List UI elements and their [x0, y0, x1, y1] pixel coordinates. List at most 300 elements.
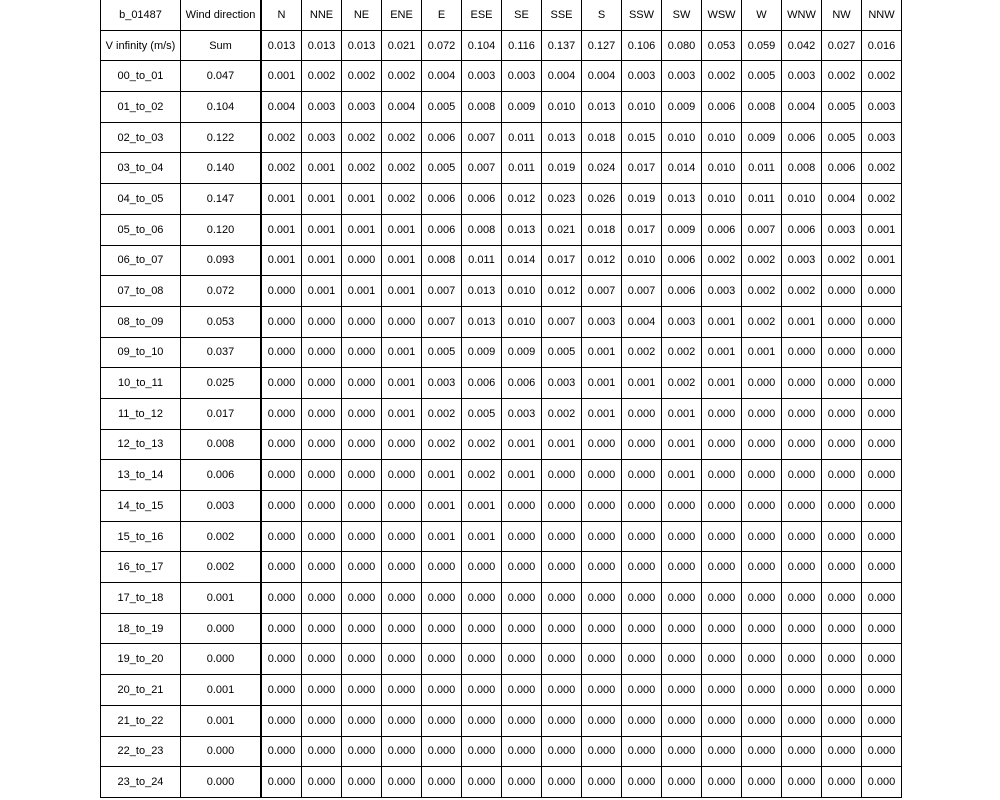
- frequency-cell: 0.006: [782, 214, 822, 245]
- frequency-cell: 0.000: [261, 276, 302, 307]
- frequency-cell: 0.000: [502, 583, 542, 614]
- frequency-cell: 0.000: [302, 368, 342, 399]
- frequency-cell: 0.000: [622, 705, 662, 736]
- frequency-cell: 0.000: [422, 583, 462, 614]
- frequency-cell: 0.000: [622, 491, 662, 522]
- frequency-cell: 0.000: [382, 736, 422, 767]
- frequency-cell: 0.006: [702, 214, 742, 245]
- frequency-cell: 0.000: [702, 613, 742, 644]
- frequency-cell: 0.000: [302, 306, 342, 337]
- table-row: [101, 675, 902, 706]
- frequency-cell: 0.000: [582, 767, 622, 798]
- bin-sum-cell: 0.008: [181, 429, 262, 460]
- frequency-cell: 0.000: [502, 521, 542, 552]
- speed-bin-cell: 17_to_18: [101, 583, 181, 614]
- frequency-cell: 0.004: [422, 61, 462, 92]
- direction-header-w: W: [742, 0, 782, 30]
- frequency-cell: 0.003: [502, 61, 542, 92]
- frequency-cell: 0.000: [542, 460, 582, 491]
- frequency-cell: 0.000: [622, 675, 662, 706]
- frequency-cell: 0.003: [782, 245, 822, 276]
- frequency-cell: 0.002: [342, 122, 382, 153]
- frequency-cell: 0.000: [582, 429, 622, 460]
- direction-sum-cell: 0.080: [662, 30, 702, 61]
- frequency-cell: 0.002: [261, 122, 302, 153]
- frequency-cell: 0.008: [462, 92, 502, 123]
- frequency-cell: 0.000: [462, 644, 502, 675]
- frequency-cell: 0.003: [862, 92, 902, 123]
- speed-bin-cell: 04_to_05: [101, 184, 181, 215]
- frequency-cell: 0.003: [582, 306, 622, 337]
- frequency-cell: 0.002: [342, 61, 382, 92]
- frequency-cell: 0.000: [502, 491, 542, 522]
- frequency-cell: 0.000: [261, 675, 302, 706]
- frequency-cell: 0.005: [462, 398, 502, 429]
- frequency-cell: 0.002: [382, 61, 422, 92]
- frequency-cell: 0.004: [622, 306, 662, 337]
- frequency-cell: 0.000: [702, 583, 742, 614]
- frequency-cell: 0.002: [382, 153, 422, 184]
- frequency-cell: 0.000: [542, 767, 582, 798]
- frequency-cell: 0.000: [342, 583, 382, 614]
- frequency-cell: 0.000: [662, 583, 702, 614]
- speed-bin-cell: 22_to_23: [101, 736, 181, 767]
- frequency-cell: 0.001: [782, 306, 822, 337]
- bin-sum-cell: 0.003: [181, 491, 262, 522]
- frequency-cell: 0.009: [742, 122, 782, 153]
- frequency-cell: 0.000: [822, 552, 862, 583]
- bin-sum-cell: 0.017: [181, 398, 262, 429]
- frequency-cell: 0.001: [422, 521, 462, 552]
- frequency-cell: 0.000: [782, 368, 822, 399]
- frequency-cell: 0.011: [742, 184, 782, 215]
- frequency-cell: 0.000: [822, 398, 862, 429]
- frequency-cell: 0.003: [342, 92, 382, 123]
- frequency-cell: 0.005: [542, 337, 582, 368]
- direction-header-wnw: WNW: [782, 0, 822, 30]
- frequency-cell: 0.008: [422, 245, 462, 276]
- frequency-cell: 0.002: [862, 153, 902, 184]
- frequency-cell: 0.001: [342, 276, 382, 307]
- frequency-cell: 0.000: [702, 552, 742, 583]
- frequency-cell: 0.000: [342, 644, 382, 675]
- bin-sum-cell: 0.000: [181, 736, 262, 767]
- frequency-cell: 0.000: [342, 368, 382, 399]
- speed-label: V infinity (m/s): [101, 30, 181, 61]
- frequency-cell: 0.007: [542, 306, 582, 337]
- frequency-cell: 0.001: [342, 184, 382, 215]
- frequency-cell: 0.000: [862, 276, 902, 307]
- speed-bin-cell: 15_to_16: [101, 521, 181, 552]
- frequency-cell: 0.000: [822, 368, 862, 399]
- frequency-cell: 0.000: [582, 675, 622, 706]
- direction-sum-cell: 0.042: [782, 30, 822, 61]
- frequency-cell: 0.001: [702, 306, 742, 337]
- bin-sum-cell: 0.093: [181, 245, 262, 276]
- frequency-cell: 0.009: [502, 92, 542, 123]
- frequency-cell: 0.023: [542, 184, 582, 215]
- frequency-cell: 0.000: [742, 613, 782, 644]
- frequency-cell: 0.001: [422, 491, 462, 522]
- frequency-cell: 0.001: [382, 214, 422, 245]
- frequency-cell: 0.000: [662, 736, 702, 767]
- frequency-cell: 0.007: [462, 122, 502, 153]
- frequency-cell: 0.000: [662, 675, 702, 706]
- frequency-cell: 0.000: [702, 429, 742, 460]
- table-row: [101, 122, 902, 153]
- direction-sum-cell: 0.013: [261, 30, 302, 61]
- frequency-cell: 0.000: [822, 767, 862, 798]
- frequency-cell: 0.002: [822, 61, 862, 92]
- frequency-cell: 0.000: [422, 736, 462, 767]
- table-row: [101, 613, 902, 644]
- direction-header-nnw: NNW: [862, 0, 902, 30]
- frequency-cell: 0.000: [742, 767, 782, 798]
- frequency-cell: 0.000: [302, 429, 342, 460]
- bin-sum-cell: 0.047: [181, 61, 262, 92]
- frequency-cell: 0.000: [822, 613, 862, 644]
- bin-sum-cell: 0.120: [181, 214, 262, 245]
- frequency-cell: 0.000: [702, 675, 742, 706]
- frequency-cell: 0.005: [422, 92, 462, 123]
- table-row: [101, 245, 902, 276]
- frequency-cell: 0.001: [462, 491, 502, 522]
- table-row: [101, 644, 902, 675]
- frequency-cell: 0.000: [302, 705, 342, 736]
- frequency-cell: 0.000: [742, 460, 782, 491]
- frequency-cell: 0.000: [342, 736, 382, 767]
- frequency-cell: 0.000: [302, 491, 342, 522]
- frequency-cell: 0.005: [822, 92, 862, 123]
- speed-bin-cell: 16_to_17: [101, 552, 181, 583]
- speed-bin-cell: 06_to_07: [101, 245, 181, 276]
- direction-header-row: [101, 0, 902, 30]
- frequency-cell: 0.013: [542, 122, 582, 153]
- frequency-cell: 0.000: [502, 736, 542, 767]
- direction-header-nne: NNE: [302, 0, 342, 30]
- direction-header-ene: ENE: [382, 0, 422, 30]
- frequency-cell: 0.002: [422, 398, 462, 429]
- direction-header-ne: NE: [342, 0, 382, 30]
- frequency-cell: 0.000: [862, 460, 902, 491]
- frequency-cell: 0.000: [502, 675, 542, 706]
- frequency-cell: 0.000: [302, 398, 342, 429]
- frequency-cell: 0.000: [622, 429, 662, 460]
- frequency-cell: 0.000: [782, 491, 822, 522]
- frequency-cell: 0.000: [862, 767, 902, 798]
- frequency-cell: 0.000: [662, 644, 702, 675]
- frequency-cell: 0.001: [261, 61, 302, 92]
- frequency-cell: 0.007: [582, 276, 622, 307]
- frequency-cell: 0.000: [862, 613, 902, 644]
- frequency-cell: 0.002: [382, 184, 422, 215]
- frequency-cell: 0.001: [261, 184, 302, 215]
- frequency-cell: 0.013: [502, 214, 542, 245]
- speed-bin-cell: 07_to_08: [101, 276, 181, 307]
- bin-sum-cell: 0.147: [181, 184, 262, 215]
- frequency-cell: 0.010: [782, 184, 822, 215]
- frequency-cell: 0.018: [582, 122, 622, 153]
- frequency-cell: 0.000: [862, 521, 902, 552]
- bin-sum-cell: 0.025: [181, 368, 262, 399]
- frequency-cell: 0.000: [342, 429, 382, 460]
- frequency-cell: 0.000: [542, 491, 582, 522]
- frequency-cell: 0.000: [742, 736, 782, 767]
- frequency-cell: 0.000: [782, 398, 822, 429]
- speed-bin-cell: 14_to_15: [101, 491, 181, 522]
- table-body: [101, 0, 902, 797]
- frequency-cell: 0.000: [862, 583, 902, 614]
- frequency-cell: 0.000: [462, 705, 502, 736]
- frequency-cell: 0.000: [261, 491, 302, 522]
- frequency-cell: 0.000: [342, 552, 382, 583]
- table-row: [101, 767, 902, 798]
- frequency-cell: 0.001: [302, 153, 342, 184]
- frequency-cell: 0.000: [822, 644, 862, 675]
- direction-header-wsw: WSW: [702, 0, 742, 30]
- frequency-cell: 0.000: [261, 521, 302, 552]
- frequency-cell: 0.001: [702, 368, 742, 399]
- bin-sum-cell: 0.002: [181, 521, 262, 552]
- frequency-cell: 0.000: [261, 368, 302, 399]
- table-row: [101, 368, 902, 399]
- frequency-cell: 0.000: [302, 460, 342, 491]
- frequency-cell: 0.000: [582, 644, 622, 675]
- frequency-cell: 0.000: [382, 429, 422, 460]
- frequency-cell: 0.000: [582, 736, 622, 767]
- frequency-cell: 0.000: [862, 705, 902, 736]
- direction-sum-cell: 0.021: [382, 30, 422, 61]
- frequency-cell: 0.000: [822, 337, 862, 368]
- frequency-cell: 0.000: [422, 675, 462, 706]
- frequency-cell: 0.000: [542, 613, 582, 644]
- frequency-cell: 0.002: [742, 306, 782, 337]
- frequency-cell: 0.006: [462, 368, 502, 399]
- frequency-cell: 0.009: [662, 92, 702, 123]
- frequency-cell: 0.003: [302, 92, 342, 123]
- frequency-cell: 0.000: [862, 644, 902, 675]
- frequency-cell: 0.000: [342, 398, 382, 429]
- frequency-cell: 0.000: [742, 491, 782, 522]
- frequency-cell: 0.000: [862, 368, 902, 399]
- frequency-cell: 0.000: [622, 613, 662, 644]
- frequency-cell: 0.000: [822, 306, 862, 337]
- frequency-cell: 0.000: [822, 583, 862, 614]
- frequency-cell: 0.000: [502, 767, 542, 798]
- frequency-cell: 0.011: [502, 122, 542, 153]
- frequency-cell: 0.001: [582, 398, 622, 429]
- frequency-cell: 0.000: [462, 583, 502, 614]
- frequency-cell: 0.002: [622, 337, 662, 368]
- wind-frequency-table: [100, 0, 902, 798]
- direction-header-e: E: [422, 0, 462, 30]
- table-row: [101, 491, 902, 522]
- frequency-cell: 0.000: [382, 583, 422, 614]
- frequency-cell: 0.000: [342, 675, 382, 706]
- frequency-cell: 0.000: [542, 705, 582, 736]
- frequency-cell: 0.000: [542, 583, 582, 614]
- frequency-cell: 0.004: [582, 61, 622, 92]
- frequency-cell: 0.000: [662, 767, 702, 798]
- frequency-cell: 0.000: [862, 736, 902, 767]
- table-row: [101, 61, 902, 92]
- frequency-cell: 0.002: [542, 398, 582, 429]
- frequency-cell: 0.009: [662, 214, 702, 245]
- frequency-cell: 0.000: [302, 613, 342, 644]
- frequency-cell: 0.003: [542, 368, 582, 399]
- speed-bin-cell: 13_to_14: [101, 460, 181, 491]
- frequency-cell: 0.000: [582, 613, 622, 644]
- direction-header-sse: SSE: [542, 0, 582, 30]
- frequency-cell: 0.008: [462, 214, 502, 245]
- frequency-cell: 0.006: [662, 245, 702, 276]
- frequency-cell: 0.001: [622, 368, 662, 399]
- frequency-cell: 0.017: [542, 245, 582, 276]
- frequency-cell: 0.017: [622, 153, 662, 184]
- frequency-cell: 0.002: [702, 61, 742, 92]
- frequency-cell: 0.000: [782, 613, 822, 644]
- frequency-cell: 0.002: [742, 245, 782, 276]
- frequency-cell: 0.001: [302, 214, 342, 245]
- frequency-cell: 0.000: [422, 613, 462, 644]
- frequency-cell: 0.000: [261, 644, 302, 675]
- frequency-cell: 0.000: [822, 705, 862, 736]
- frequency-cell: 0.000: [462, 613, 502, 644]
- frequency-cell: 0.010: [662, 122, 702, 153]
- frequency-cell: 0.000: [342, 306, 382, 337]
- frequency-cell: 0.000: [822, 736, 862, 767]
- frequency-cell: 0.000: [702, 491, 742, 522]
- speed-bin-cell: 00_to_01: [101, 61, 181, 92]
- frequency-cell: 0.000: [261, 767, 302, 798]
- frequency-cell: 0.006: [662, 276, 702, 307]
- frequency-cell: 0.010: [702, 122, 742, 153]
- frequency-cell: 0.000: [622, 583, 662, 614]
- frequency-cell: 0.003: [662, 61, 702, 92]
- frequency-cell: 0.000: [422, 705, 462, 736]
- speed-bin-cell: 09_to_10: [101, 337, 181, 368]
- frequency-cell: 0.000: [862, 398, 902, 429]
- table-row: [101, 429, 902, 460]
- frequency-cell: 0.001: [302, 276, 342, 307]
- direction-sum-cell: 0.072: [422, 30, 462, 61]
- frequency-cell: 0.001: [382, 337, 422, 368]
- frequency-cell: 0.000: [261, 398, 302, 429]
- frequency-cell: 0.006: [822, 153, 862, 184]
- frequency-cell: 0.000: [582, 705, 622, 736]
- frequency-cell: 0.000: [302, 583, 342, 614]
- frequency-cell: 0.005: [742, 61, 782, 92]
- frequency-cell: 0.010: [502, 276, 542, 307]
- sum-row: [101, 30, 902, 61]
- frequency-cell: 0.003: [662, 306, 702, 337]
- direction-header-n: N: [261, 0, 302, 30]
- frequency-cell: 0.002: [702, 245, 742, 276]
- frequency-cell: 0.014: [502, 245, 542, 276]
- frequency-cell: 0.001: [862, 245, 902, 276]
- frequency-cell: 0.000: [742, 675, 782, 706]
- frequency-cell: 0.000: [782, 337, 822, 368]
- direction-sum-cell: 0.104: [462, 30, 502, 61]
- direction-sum-cell: 0.013: [342, 30, 382, 61]
- frequency-cell: 0.000: [302, 521, 342, 552]
- frequency-cell: 0.002: [822, 245, 862, 276]
- frequency-cell: 0.006: [422, 122, 462, 153]
- direction-sum-cell: 0.053: [702, 30, 742, 61]
- frequency-cell: 0.004: [382, 92, 422, 123]
- frequency-cell: 0.000: [582, 583, 622, 614]
- frequency-cell: 0.001: [502, 460, 542, 491]
- frequency-cell: 0.000: [702, 644, 742, 675]
- frequency-cell: 0.006: [422, 184, 462, 215]
- frequency-cell: 0.002: [422, 429, 462, 460]
- frequency-cell: 0.002: [742, 276, 782, 307]
- frequency-cell: 0.000: [782, 644, 822, 675]
- frequency-cell: 0.001: [462, 521, 502, 552]
- frequency-cell: 0.006: [782, 122, 822, 153]
- frequency-cell: 0.000: [542, 675, 582, 706]
- frequency-cell: 0.013: [662, 184, 702, 215]
- frequency-cell: 0.000: [342, 491, 382, 522]
- frequency-cell: 0.007: [742, 214, 782, 245]
- frequency-cell: 0.008: [742, 92, 782, 123]
- frequency-cell: 0.000: [422, 552, 462, 583]
- frequency-cell: 0.013: [462, 306, 502, 337]
- table-row: [101, 736, 902, 767]
- frequency-cell: 0.001: [582, 337, 622, 368]
- frequency-cell: 0.000: [782, 521, 822, 552]
- frequency-cell: 0.010: [622, 92, 662, 123]
- frequency-cell: 0.002: [261, 153, 302, 184]
- frequency-cell: 0.000: [702, 705, 742, 736]
- bin-sum-cell: 0.104: [181, 92, 262, 123]
- bin-sum-cell: 0.072: [181, 276, 262, 307]
- frequency-cell: 0.000: [782, 767, 822, 798]
- frequency-cell: 0.003: [622, 61, 662, 92]
- frequency-cell: 0.002: [862, 184, 902, 215]
- frequency-cell: 0.001: [702, 337, 742, 368]
- frequency-cell: 0.005: [422, 153, 462, 184]
- frequency-cell: 0.000: [622, 767, 662, 798]
- frequency-cell: 0.000: [382, 306, 422, 337]
- direction-header-ese: ESE: [462, 0, 502, 30]
- frequency-cell: 0.002: [462, 429, 502, 460]
- table-row: [101, 184, 902, 215]
- frequency-cell: 0.003: [822, 214, 862, 245]
- direction-header-se: SE: [502, 0, 542, 30]
- bin-sum-cell: 0.140: [181, 153, 262, 184]
- frequency-cell: 0.000: [782, 705, 822, 736]
- direction-sum-cell: 0.013: [302, 30, 342, 61]
- frequency-cell: 0.000: [662, 552, 702, 583]
- frequency-cell: 0.000: [702, 398, 742, 429]
- frequency-cell: 0.000: [622, 552, 662, 583]
- frequency-cell: 0.000: [261, 583, 302, 614]
- frequency-cell: 0.007: [422, 276, 462, 307]
- frequency-cell: 0.011: [502, 153, 542, 184]
- frequency-cell: 0.004: [782, 92, 822, 123]
- frequency-cell: 0.000: [742, 429, 782, 460]
- speed-bin-cell: 23_to_24: [101, 767, 181, 798]
- frequency-cell: 0.000: [302, 675, 342, 706]
- frequency-cell: 0.006: [422, 214, 462, 245]
- direction-header-sw: SW: [662, 0, 702, 30]
- frequency-cell: 0.000: [382, 460, 422, 491]
- table-row: [101, 214, 902, 245]
- frequency-cell: 0.005: [422, 337, 462, 368]
- frequency-cell: 0.010: [502, 306, 542, 337]
- table-id-cell: b_01487: [101, 0, 181, 30]
